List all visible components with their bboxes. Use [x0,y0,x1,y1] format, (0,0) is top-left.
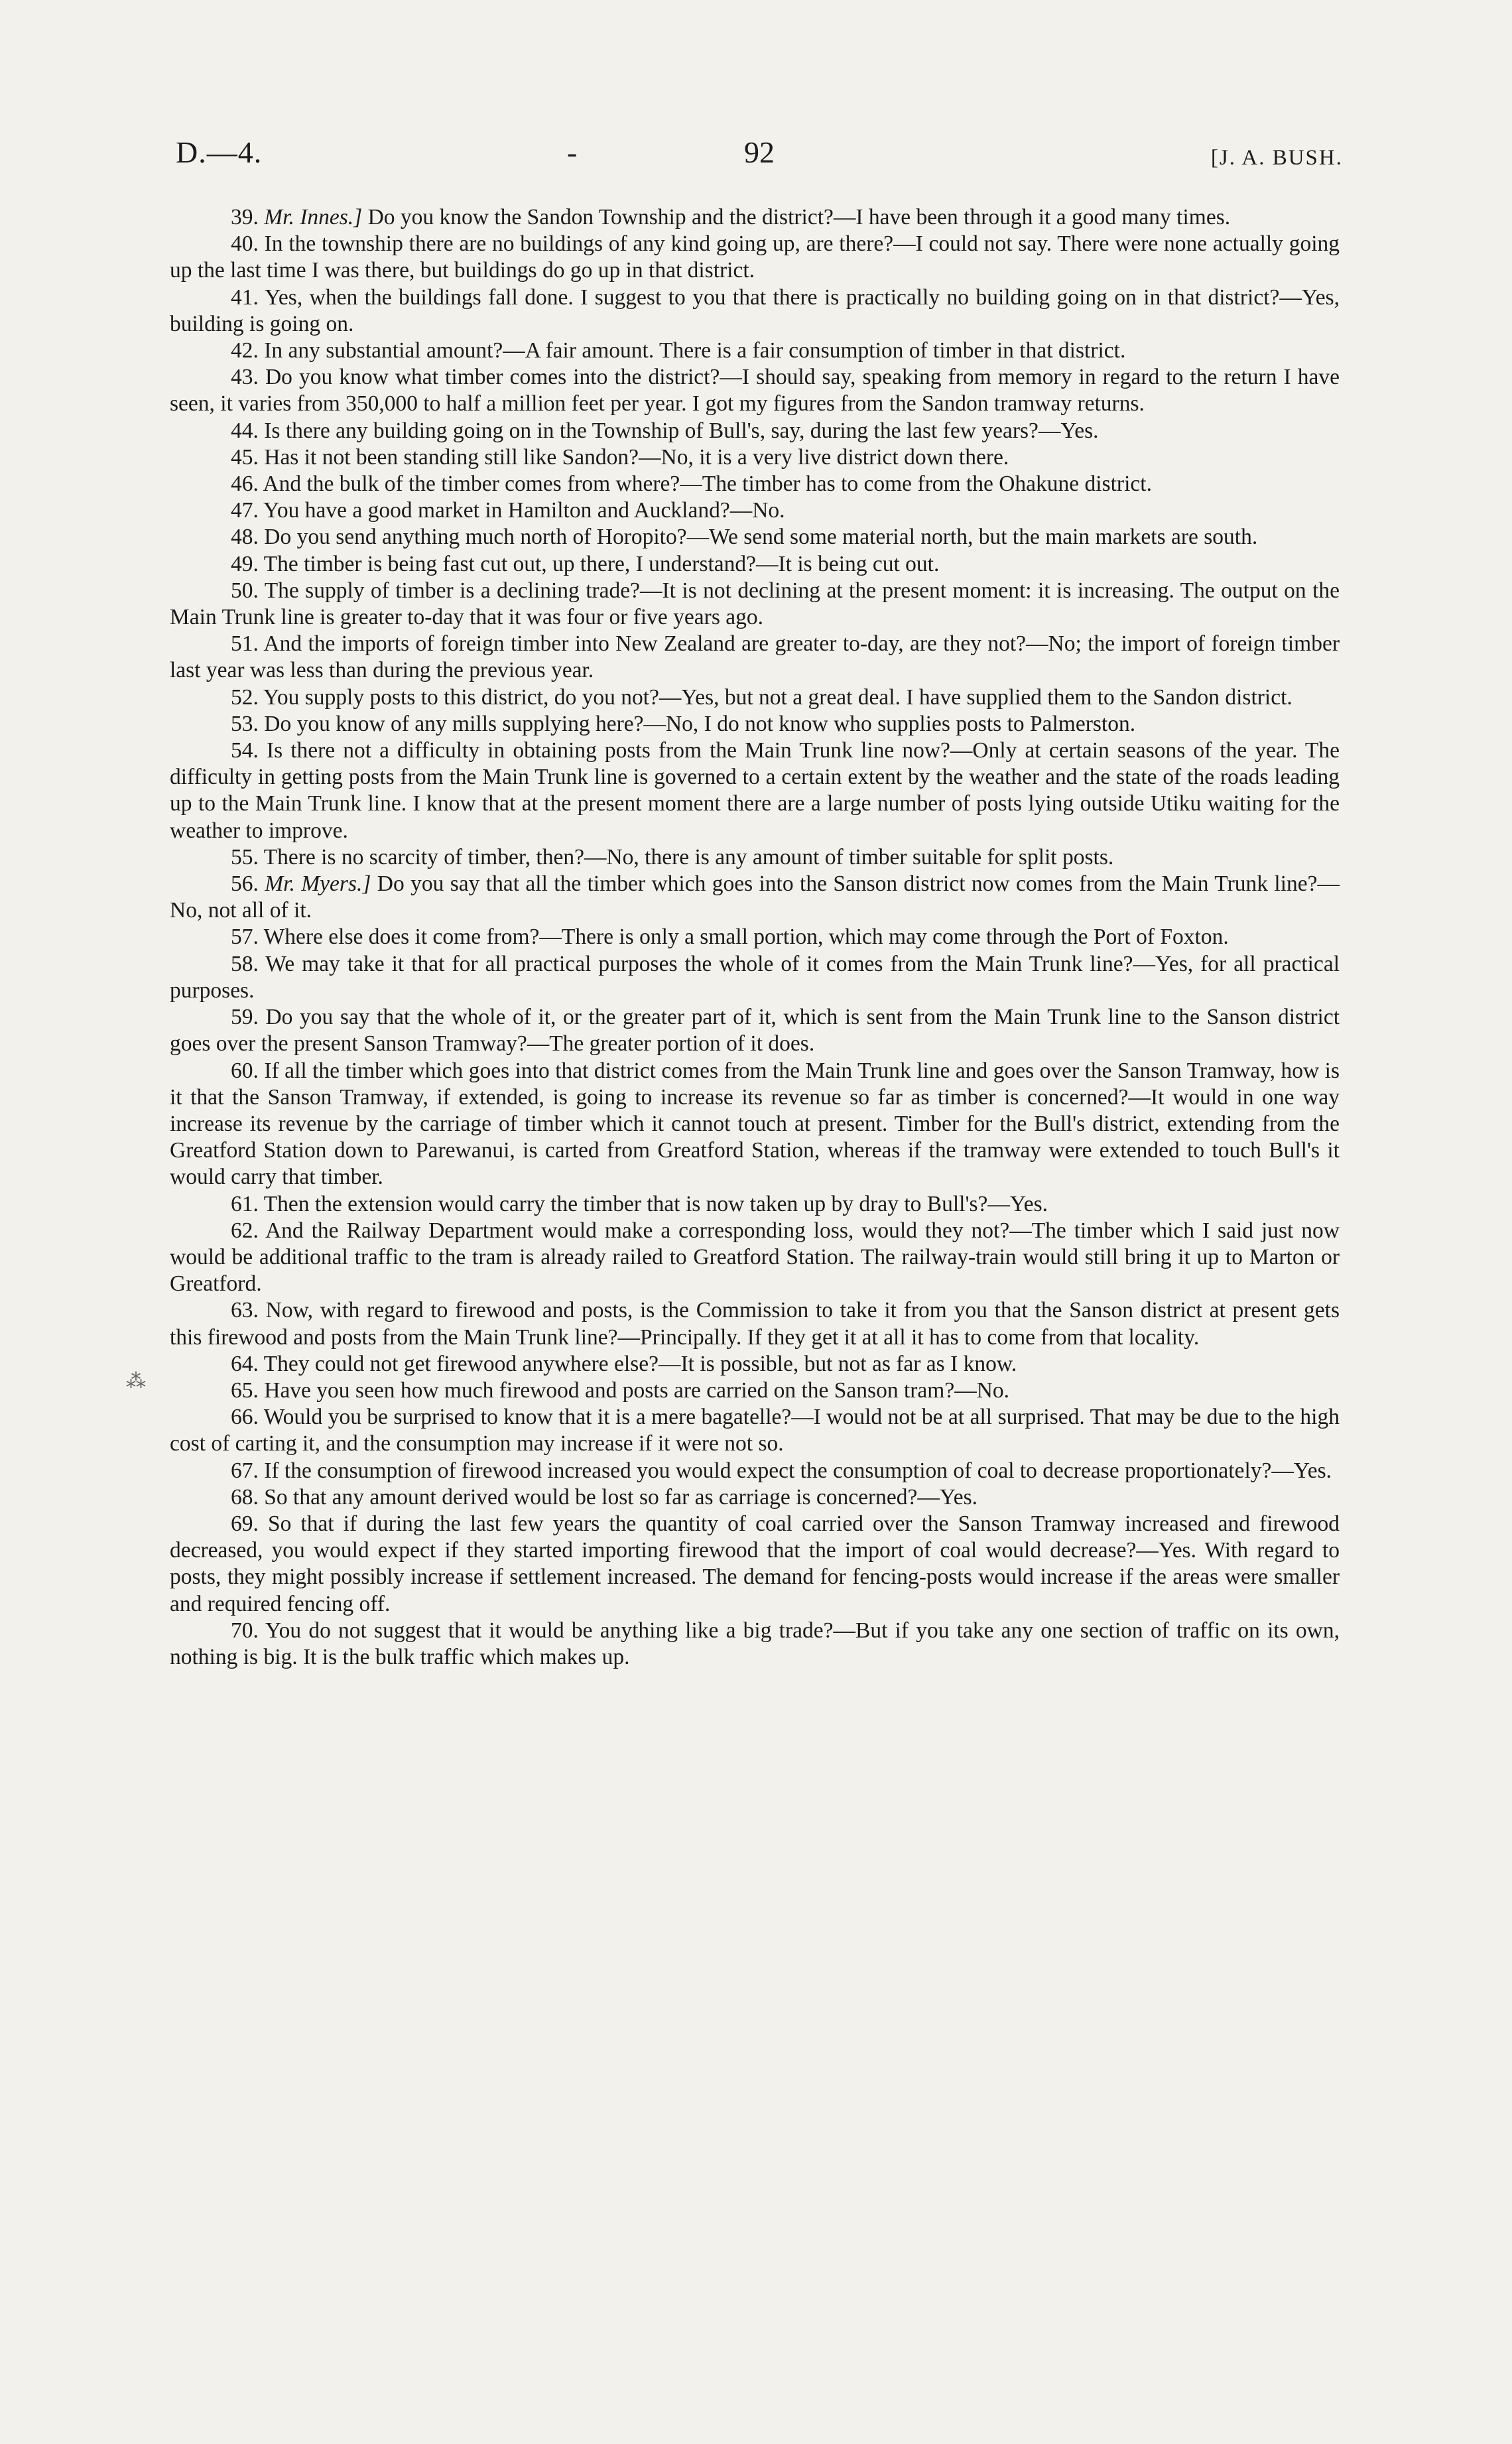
question-number: 57. [231,925,259,950]
qa-paragraph-49 [170,551,1340,578]
question-number: 54. [231,738,259,763]
question-number: 67. [231,1458,259,1483]
question-number: 56. [231,871,259,897]
question-number: 44. [231,418,259,443]
qa-text: In any substantial amount?—A fair amount. There is a fair consumption of timber in that district. [264,338,1126,363]
qa-paragraph-56 [170,871,1340,924]
qa-text: You have a good market in Hamilton and Auckland?—No. [263,498,785,523]
question-number: 45. [231,444,259,470]
qa-paragraph-39 [170,204,1340,231]
question-number: 53. [231,711,259,736]
question-number: 65. [231,1378,259,1403]
question-number: 64. [231,1351,259,1376]
qa-paragraph-63 [170,1297,1340,1350]
qa-text: We may take it that for all practical purposes the whole of it comes from the Main Trunk line?—Yes, for all practical purposes. [170,951,1340,1003]
page-number: 92 [744,135,775,169]
qa-text: Is there any building going on in the Township of Bull's, say, during the last few years?—Yes. [264,418,1099,443]
qa-paragraph-66 [170,1404,1340,1457]
question-number: 55. [231,844,259,869]
qa-text: Do you say that the whole of it, or the greater part of it, which is sent from the Main Trunk line to the Sanson district goes over the present Sanson Tramway?—The greater portion of it does. [170,1005,1340,1057]
question-number: 43. [231,365,259,390]
qa-text: Do you send anything much north of Horopito?—We send some material north, but the main markets are south. [264,525,1258,550]
qa-text: There is no scarcity of timber, then?—No, there is any amount of timber suitable for split posts. [263,844,1114,869]
qa-text: Is there not a difficulty in obtaining posts from the Main Trunk line now?—Only at certain seasons of the year. The difficulty in getting posts from the Main Trunk line is governed to a certain extent by the weather and the state of the roads leading up to the Main Trunk line. I know that at the present moment there are a large number of posts lying outside Utiku waiting for the weather to improve. [170,738,1340,843]
qa-paragraph-41 [170,285,1340,338]
qa-paragraph-43 [170,364,1340,417]
qa-text: If the consumption of firewood increased you would expect the consumption of coal to decrease proportionately?—Yes. [264,1458,1332,1483]
question-number: 51. [231,631,259,657]
qa-text: You do not suggest that it would be anything like a big trade?—But if you take any one section of traffic on its own, nothing is big. It is the bulk traffic which makes up. [170,1618,1340,1669]
qa-paragraph-48 [170,524,1340,550]
qa-text: The timber is being fast cut out, up there, I understand?—It is being cut out. [263,551,940,576]
question-number: 42. [231,338,259,363]
speaker-label: Mr. Innes.] [264,205,363,229]
qa-text: So that if during the last few years the quantity of coal carried over the Sanson Tramway increased and firewood decreased, you would expect if they started importing firewood that the import of coal would decrease?—Yes. With regard to posts, they might possibly increase if settlement increased. The demand for fencing-posts would increase if the areas were smaller and required fencing off. [170,1511,1340,1616]
question-number: 47. [231,498,259,523]
question-number: 63. [231,1298,259,1323]
question-number: 49. [231,551,259,576]
witness-name: [J. A. BUSH. [1210,146,1343,170]
qa-text: Have you seen how much firewood and posts are carried on the Sanson tram?—No. [264,1378,1010,1403]
qa-text: Would you be surprised to know that it is a mere bagatelle?—I would not be at all surprised. That may be due to the high cost of carting it, and the consumption may increase if it were not so. [170,1405,1340,1456]
qa-text: And the bulk of the timber comes from where?—The timber has to come from the Ohakune district. [263,472,1152,497]
qa-text: Then the extension would carry the timber that is now taken up by dray to Bull's?—Yes. [263,1191,1048,1216]
question-number: 69. [231,1511,259,1536]
question-number: 62. [231,1218,259,1243]
question-number: 48. [231,525,259,550]
qa-text: They could not get firewood anywhere else?—It is possible, but not as far as I know. [263,1351,1017,1376]
qa-text: The supply of timber is a declining trade?—It is not declining at the present moment: it is increasing. The output on the Main Trunk line is greater to-day that it was four or five years ago. [170,578,1340,630]
qa-text: Do you know the Sandon Township and the district?—I have been through it a good many times. [367,205,1231,229]
question-number: 70. [231,1618,259,1643]
qa-paragraph-69 [170,1511,1340,1618]
speaker-label: Mr. Myers.] [265,871,371,897]
qa-text: Do you say that all the timber which goes into the Sanson district now comes from the Main Trunk line?—No, not all of it. [170,871,1340,923]
qa-text: In the township there are no buildings of any kind going up, are there?—I could not say. There were none actually going up the last time I was there, but buildings do go up in that district. [170,231,1340,283]
qa-paragraph-65 [170,1378,1340,1404]
qa-paragraph-46 [170,471,1340,497]
qa-paragraph-44 [170,418,1340,444]
qa-text: Do you know of any mills supplying here?—No, I do not know who supplies posts to Palmerston. [264,711,1136,736]
qa-text: And the Railway Department would make a corresponding loss, would they not?—The timber which I said just now would be additional traffic to the tram is already railed to Greatford Station. The railway-train would still bring it up to Marton or Greatford. [170,1218,1340,1297]
qa-text: If all the timber which goes into that district comes from the Main Trunk line and goes over the Sanson Tramway, how is it that the Sanson Tramway, if extended, is going to increase its revenue so far as timber is concerned?—It would in one way increase its revenue by the carriage of timber which it cannot touch at present. Timber for the Bull's district, extending from the Greatford Station down to Parewanui, is carted from Greatford Station, whereas if the tramway were extended to touch Bull's it would carry that timber. [170,1058,1340,1190]
qa-text: Where else does it come from?—There is only a small portion, which may come through the Port of Foxton. [263,925,1229,950]
qa-paragraph-67 [170,1458,1340,1484]
question-number: 58. [231,951,259,976]
header-dash: - [567,135,578,169]
qa-paragraph-42 [170,338,1340,364]
margin-mark: ⁂ [126,1370,146,1392]
qa-text: And the imports of foreign timber into New Zealand are greater to-day, are they not?—No; the import of foreign timber last year was less than during the previous year. [170,631,1340,683]
qa-paragraph-40 [170,231,1340,284]
qa-text: Do you know what timber comes into the district?—I should say, speaking from memory in regard to the return I have seen, it varies from 350,000 to half a million feet per year. I got my figures from the Sandon tramway returns. [170,365,1340,417]
qa-paragraph-53 [170,711,1340,738]
qa-paragraph-62 [170,1218,1340,1298]
qa-paragraph-58 [170,951,1340,1004]
qa-paragraph-64 [170,1351,1340,1378]
qa-paragraph-57 [170,924,1340,950]
question-number: 50. [231,578,259,603]
document-code: D.—4. [176,135,263,169]
question-number: 39. [231,205,259,229]
question-number: 66. [231,1405,259,1430]
question-number: 60. [231,1058,259,1083]
qa-paragraph-54 [170,738,1340,844]
question-number: 40. [231,231,259,257]
qa-paragraph-70 [170,1618,1340,1671]
question-number: 59. [231,1005,259,1030]
qa-paragraph-52 [170,684,1340,711]
question-number: 52. [231,684,259,710]
qa-paragraph-50 [170,578,1340,631]
qa-text: You supply posts to this district, do you not?—Yes, but not a great deal. I have supplied them to the Sandon district. [263,684,1292,710]
testimony-body [170,204,1340,1671]
question-number: 68. [231,1484,259,1510]
qa-text: Has it not been standing still like Sandon?—No, it is a very live district down there. [264,444,1009,470]
qa-paragraph-55 [170,844,1340,871]
qa-text: Now, with regard to firewood and posts, is the Commission to take it from you that the Sanson district at present gets this firewood and posts from the Main Trunk line?—Principally. If they get it at all it has to come from that locality. [170,1298,1340,1350]
qa-paragraph-60 [170,1058,1340,1191]
question-number: 61. [231,1191,259,1216]
qa-text: Yes, when the buildings fall done. I suggest to you that there is practically no building going on in that district?—Yes, building is going on. [170,285,1340,336]
qa-text: So that any amount derived would be lost so far as carriage is concerned?—Yes. [264,1484,977,1510]
page-header [176,133,1343,186]
qa-paragraph-61 [170,1191,1340,1218]
qa-paragraph-68 [170,1484,1340,1511]
question-number: 46. [231,472,259,497]
question-number: 41. [231,285,259,310]
qa-paragraph-47 [170,497,1340,524]
qa-paragraph-59 [170,1004,1340,1057]
qa-paragraph-45 [170,444,1340,471]
qa-paragraph-51 [170,631,1340,684]
